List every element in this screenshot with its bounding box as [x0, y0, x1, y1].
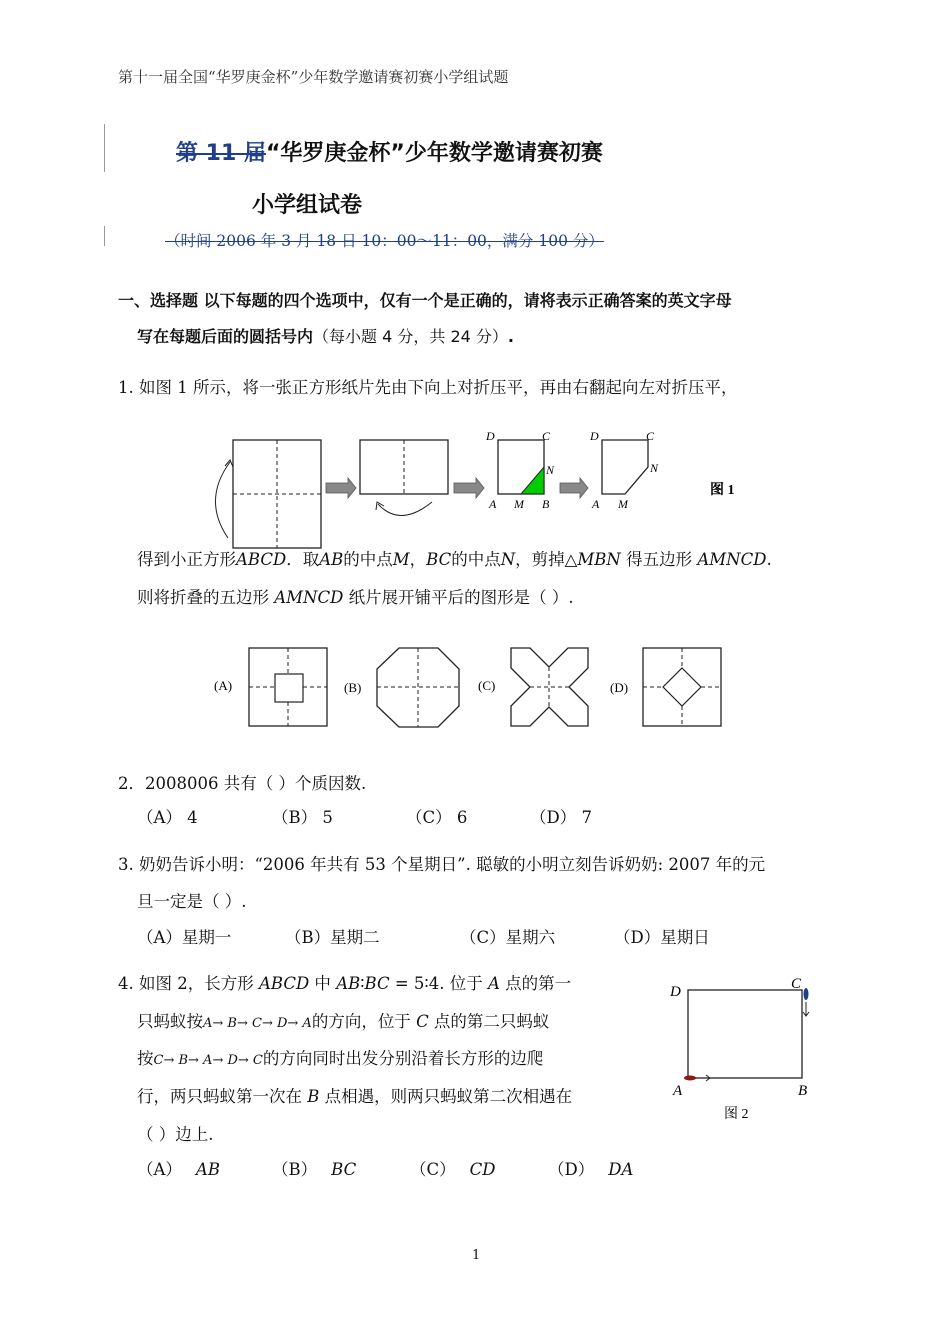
q4-option-value: CD — [469, 1160, 496, 1179]
q4-text: 4. 如图 2，长方形 — [118, 974, 259, 993]
q1-text: ，剪掉△ — [515, 550, 578, 569]
q2-text: 2．2008006 共有（ ）个质因数. — [118, 774, 367, 793]
q1-line2 — [137, 546, 772, 570]
title-struck-prefix: 第 11 届 — [176, 141, 266, 166]
q4-option-c — [410, 1156, 495, 1180]
fig2-label-B: B — [798, 1083, 808, 1099]
q4-text: ∶ — [360, 974, 365, 993]
q4-var: B — [307, 1087, 320, 1106]
q1-line1: 1. 如图 1 所示，将一张正方形纸片先由下向上对折压平，再由右翻起向左对折压平， — [118, 378, 738, 397]
fig1-fold-left-arrow — [378, 502, 432, 516]
q1-var: AB — [319, 550, 344, 569]
fig1-pent-label-D: D — [590, 429, 599, 443]
q1-var: MBN — [577, 550, 621, 569]
section-heading: 一、选择题 以下每题的四个选项中，仅有一个是正确的，请将表示正确答案的英文字母 — [118, 291, 732, 310]
q4-path-1: A→ B→ C→ D→ A — [203, 1016, 312, 1031]
q1-option-a-hole — [275, 674, 303, 702]
q4-text: 的方向，位于 — [311, 1012, 417, 1031]
q4-text: 按 — [137, 1049, 154, 1068]
q1-var: BC — [426, 550, 452, 569]
q1-option-d-diamond — [663, 668, 701, 706]
q4-option-label: （D） — [548, 1160, 595, 1179]
fig1-pent-label-C: C — [646, 429, 655, 443]
q4-option-label: （A） — [137, 1160, 182, 1179]
q1-text: 纸片展开铺平后的图形是（ ）. — [343, 588, 574, 607]
running-header: 第十一届全国“华罗庚金杯”少年数学邀请赛初赛小学组试题 — [118, 68, 509, 86]
q4-var: C — [416, 1012, 429, 1031]
instruction-end: . — [507, 327, 514, 346]
q4-option-label: （C） — [410, 1160, 456, 1179]
page-subtitle: 小学组试卷 — [252, 193, 363, 218]
q4-line4 — [137, 1083, 572, 1107]
q1-option-a-label: (A) — [214, 678, 233, 693]
q4-text: 中 — [309, 974, 337, 993]
fig1-label-B: B — [542, 497, 550, 511]
q3-option-b: （B）星期二 — [285, 928, 380, 947]
section-instruction — [137, 324, 514, 347]
q1-var: AMNCD — [697, 550, 767, 569]
fig2-caption: 图 2 — [724, 1107, 749, 1122]
q4-option-value: BC — [331, 1160, 357, 1179]
fig1-fold-up-arrow — [215, 462, 230, 538]
q4-option-a — [137, 1156, 220, 1180]
q4-text: 行，两只蚂蚁第一次在 — [137, 1087, 308, 1106]
fig1-pent-label-N: N — [650, 461, 659, 475]
margin-mark — [104, 124, 105, 172]
fig1-pent-label-M: M — [618, 497, 628, 511]
q4-text: = 5∶4. 位于 — [389, 974, 488, 993]
fig1-caption: 图 1 — [710, 483, 735, 498]
q1-var: ABCD — [236, 550, 287, 569]
q4-text: 点的第一 — [499, 974, 572, 993]
q4-text: 只蚂蚁按 — [137, 1012, 203, 1031]
q4-option-d — [548, 1156, 633, 1180]
fig1-label-A: A — [489, 497, 497, 511]
fig1-cut-triangle — [521, 467, 544, 494]
q4-var: AB — [336, 974, 361, 993]
q2-option-b: （B） 5 — [272, 808, 333, 827]
instruction-bold: 写在每题后面的圆括号内 — [137, 327, 314, 346]
q2-option-d: （D） 7 — [530, 808, 592, 827]
q1-text: ．取 — [286, 550, 320, 569]
fig2-rectangle — [688, 990, 802, 1078]
q3-option-a: （A）星期一 — [137, 928, 232, 947]
q4-line2 — [137, 1008, 549, 1032]
q1-text: . — [766, 550, 772, 569]
fig1-arrow-3 — [560, 478, 588, 498]
q1-option-c-label: (C) — [478, 678, 496, 693]
q1-text: 的中点 — [343, 550, 393, 569]
q1-options-figure — [210, 640, 730, 735]
q3-line1: 3. 奶奶告诉小明：“2006 年共有 53 个星期日”. 聪敏的小明立刻告诉奶奶: 2007 年的元 — [118, 855, 766, 874]
q1-var: N — [500, 550, 516, 569]
q1-text: ， — [409, 550, 427, 569]
margin-mark — [104, 226, 105, 246]
fig1-label-C: C — [542, 429, 551, 443]
title-main: “华罗庚金杯”少年数学邀请赛初赛 — [265, 141, 603, 166]
q1-text: 得五边形 — [620, 550, 698, 569]
q4-path-2: C→ B→ A→ D→ C — [153, 1053, 263, 1068]
q1-option-b-label: (B) — [344, 680, 362, 695]
q2-option-c: （C） 6 — [406, 808, 468, 827]
q3-option-c: （C）星期六 — [460, 928, 556, 947]
fig1-label-M: M — [514, 497, 524, 511]
fig1-pentagon — [602, 440, 648, 494]
page-title — [176, 136, 603, 167]
q4-var: BC — [364, 974, 390, 993]
q4-option-label: （B） — [272, 1160, 318, 1179]
q1-var: M — [392, 550, 410, 569]
q4-line1 — [118, 970, 571, 994]
q1-text: 则将折叠的五边形 — [137, 588, 275, 607]
instruction-score: （每小题 4 分，共 24 分） — [313, 327, 508, 346]
figure-1 — [200, 420, 760, 555]
fig1-label-N: N — [546, 463, 555, 477]
q1-text: 得到小正方形 — [137, 550, 236, 569]
figure-2 — [660, 970, 830, 1130]
fig1-arrow-1 — [326, 478, 356, 498]
q4-text: 点的第二只蚂蚁 — [428, 1012, 550, 1031]
q1-option-a-square — [249, 648, 327, 726]
fig2-label-A: A — [673, 1083, 683, 1099]
q4-text: 的方向同时出发分别沿着长方形的边爬 — [262, 1049, 544, 1068]
exam-time-info: （时间 2006 年 3 月 18 日 10：00～11：00，满分 100 分） — [165, 232, 604, 250]
q3-option-d: （D）星期日 — [614, 928, 710, 947]
q1-text: 的中点 — [451, 550, 501, 569]
q4-option-value: AB — [195, 1160, 220, 1179]
q2-option-a: （A） 4 — [137, 808, 198, 827]
q4-option-b — [272, 1156, 356, 1180]
q1-option-c-cross — [511, 648, 588, 726]
q1-option-d-label: (D) — [610, 680, 629, 695]
fig2-ant-a — [684, 1076, 696, 1081]
q3-line2: 旦一定是（ ）. — [137, 892, 247, 911]
q1-line3 — [137, 584, 574, 608]
fig1-arrow-2 — [454, 478, 484, 498]
q4-text: 点相遇，则两只蚂蚁第二次相遇在 — [319, 1087, 573, 1106]
q1-var: AMNCD — [274, 588, 344, 607]
q4-var: A — [487, 974, 500, 993]
fig1-pent-label-A: A — [592, 497, 600, 511]
fig2-ant-c — [804, 988, 809, 1000]
fig2-label-C: C — [791, 976, 802, 992]
q1-option-b-octagon — [377, 648, 459, 727]
q4-var: ABCD — [258, 974, 310, 993]
fig1-label-D: D — [486, 429, 495, 443]
q4-option-value: DA — [608, 1160, 634, 1179]
fig2-label-D: D — [670, 984, 681, 1000]
q4-line5: （ ）边上. — [137, 1125, 214, 1144]
page-number: 1 — [472, 1248, 481, 1263]
q4-line3 — [137, 1045, 543, 1069]
